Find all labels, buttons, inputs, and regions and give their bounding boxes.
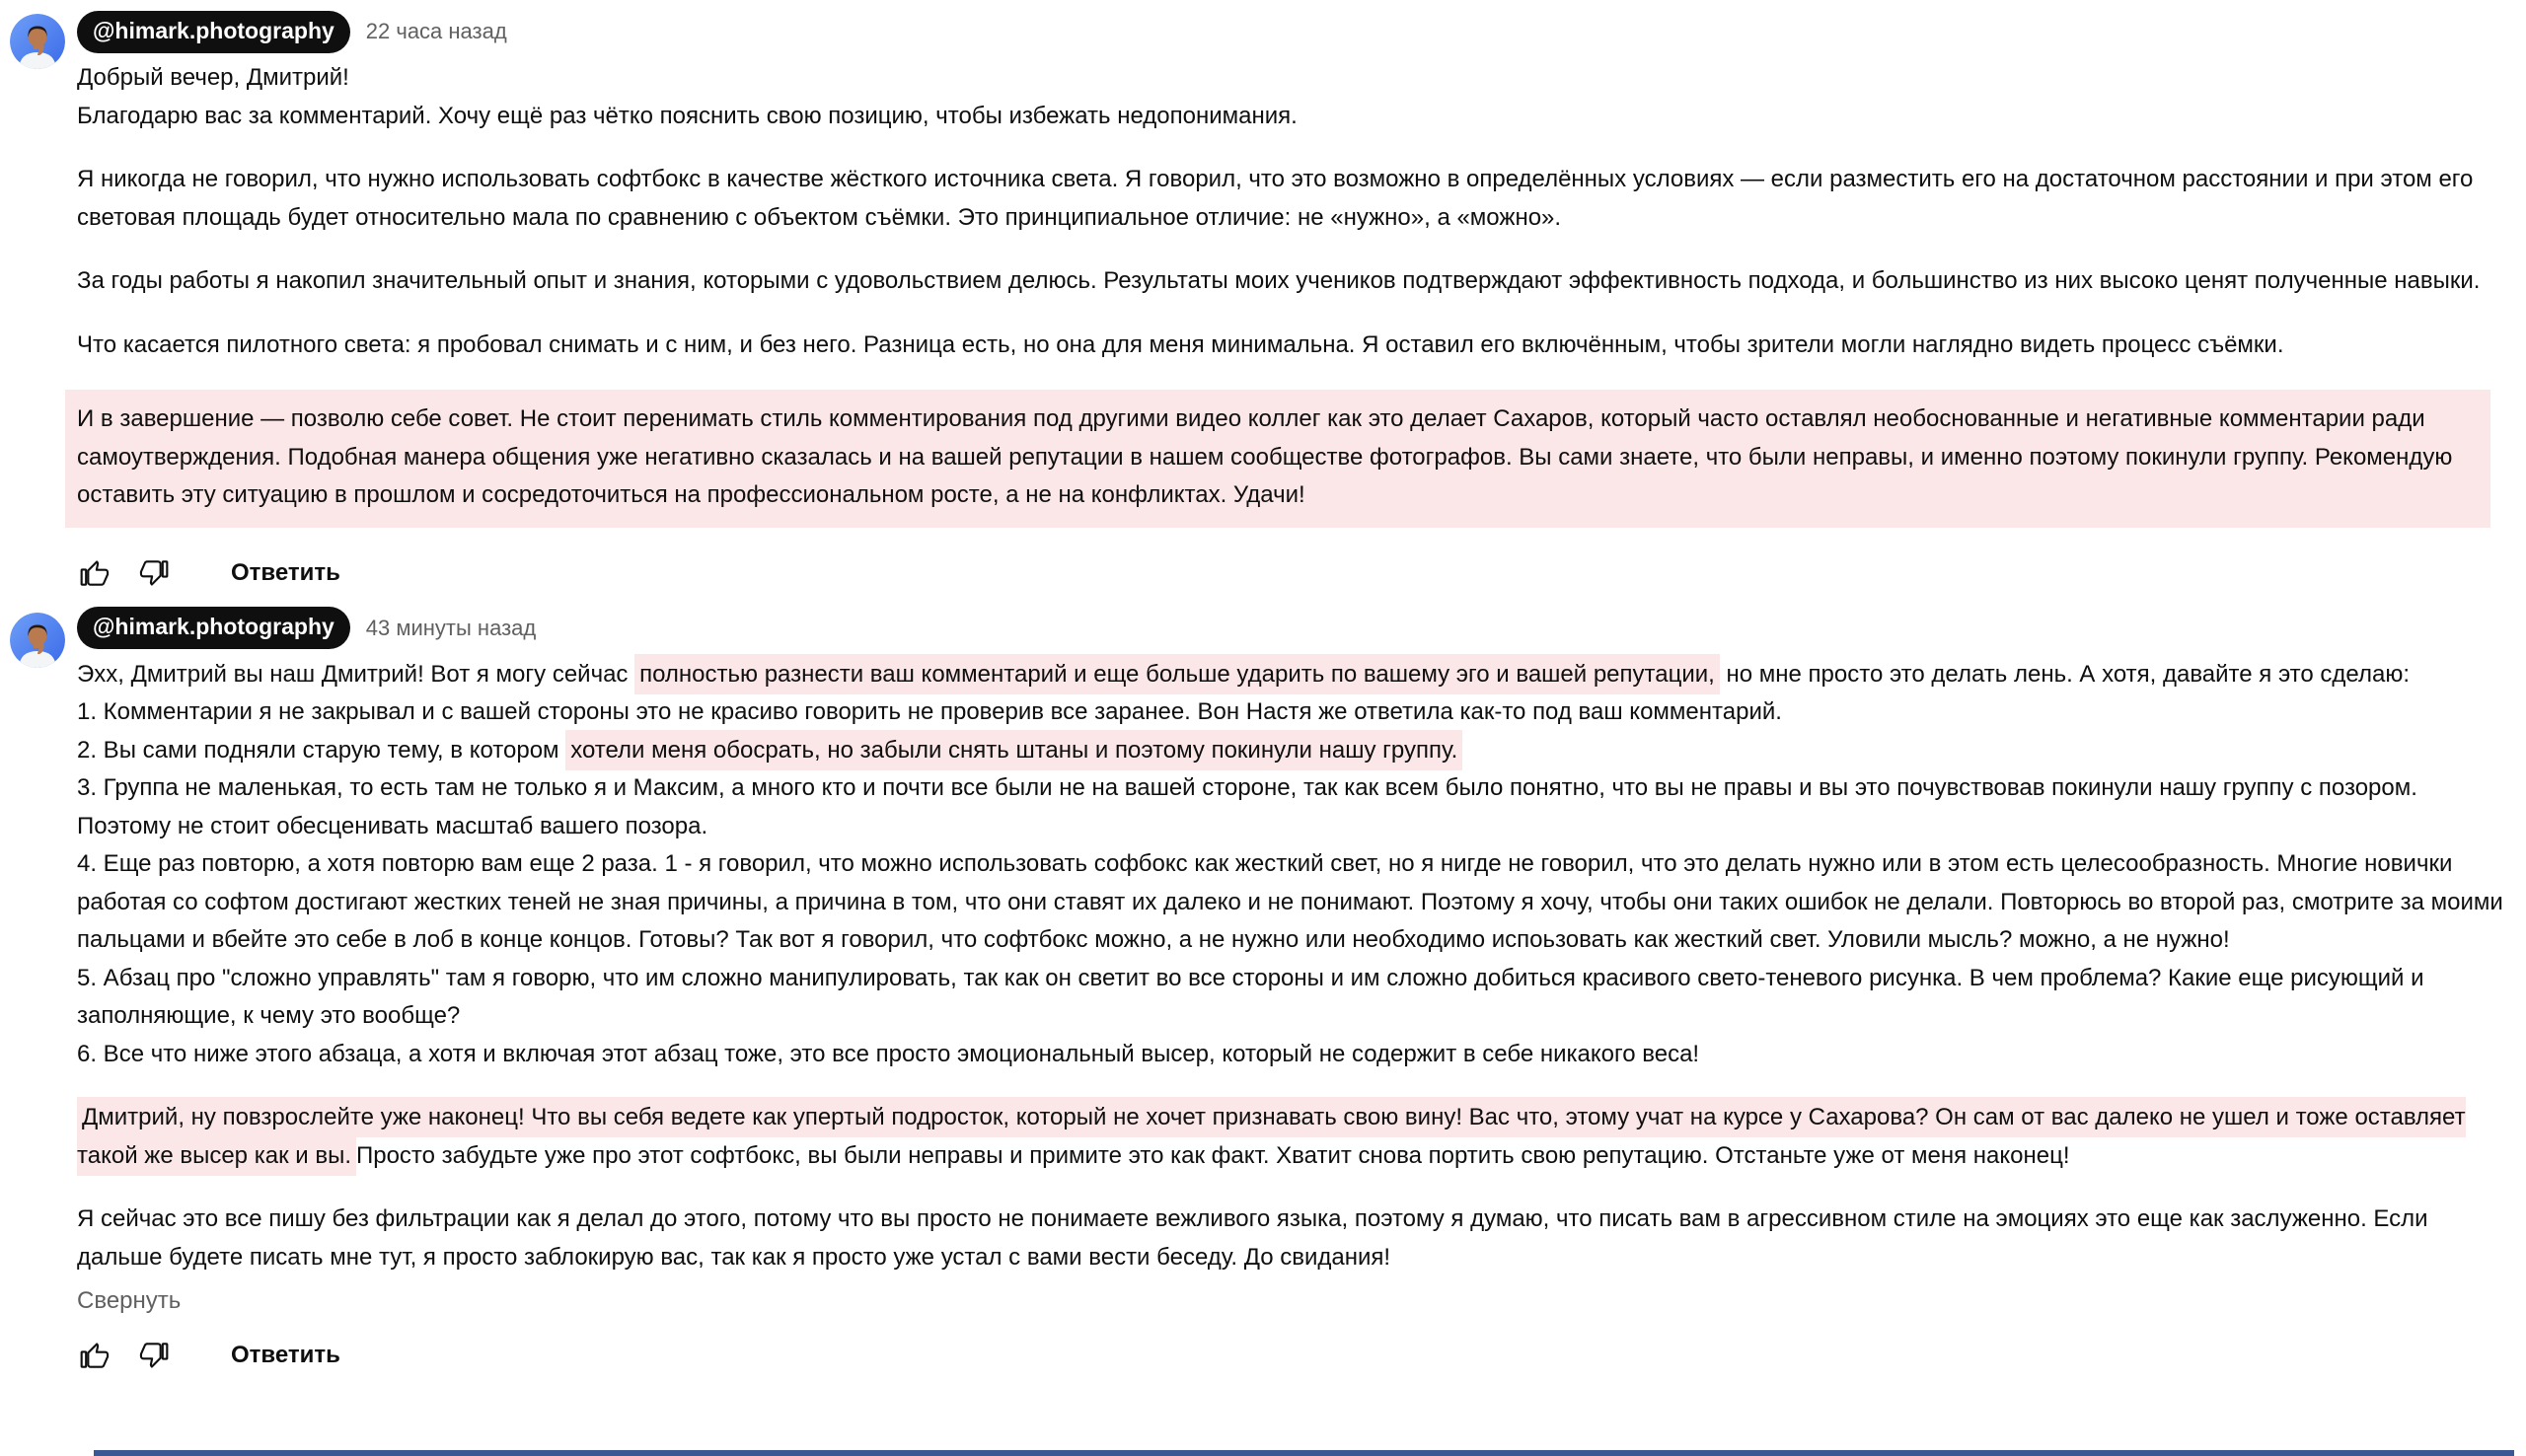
comment-body [77,59,2511,528]
like-button[interactable] [77,555,112,591]
thumb-up-icon [79,557,111,589]
comment-paragraph [77,693,2511,732]
comment-actions [77,1338,2511,1373]
paragraph-text: Я сейчас это все пишу без фильтрации как я делал до этого, потому что вы просто не понимаете вежливого языка, поэтому я думаю, что писать вам в агрессивном стиле на эмоциях это еще как заслуженно. Если дальше будете писать мне тут, я просто заблокирую вас, так как я просто уже устал с вами вести беседу. До свидания! [77,1205,2428,1271]
comment-1 [0,0,2526,591]
highlighted-text: хотели меня обосрать, но забыли снять штаны и поэтому покинули нашу группу. [565,730,1462,770]
comment-paragraph [77,732,2511,770]
author-badge[interactable]: @himark.photography [77,11,350,53]
avatar-image [10,14,65,69]
dislike-button[interactable] [136,1338,172,1373]
highlighted-paragraph [65,390,2490,528]
paragraph-text: И в завершение — позволю себе совет. Не стоит перенимать стиль комментирования под другими видео коллег как это делает Сахаров, который часто оставлял необоснованные и негативные комментарии ради самоутверждения. Подобная манера общения уже негативно сказалась и на вашей репутации в нашем сообществе фотографов. Вы сами знаете, что были неправы, и именно поэтому покинули группу. Рекомендую оставить эту ситуацию в прошлом и сосредоточиться на профессиональном росте, а не на конфликтах. Удачи! [77,405,2453,508]
paragraph-text: но мне просто это делать лень. А хотя, давайте я это сделаю: [1719,660,2410,688]
dislike-button[interactable] [136,555,172,591]
highlighted-text: полностью разнести ваш комментарий и еще больше ударить по вашему эго и вашей репутации, [634,654,1720,694]
comment-2 [0,609,2526,1374]
collapse-button[interactable]: Свернуть [77,1287,182,1314]
avatar-image [10,613,65,668]
comment-header [77,609,2511,648]
paragraph-text: Благодарю вас за комментарий. Хочу ещё раз чётко пояснить свою позицию, чтобы избежать недопонимания. [77,102,1298,129]
paragraph-text: 2. Вы сами подняли старую тему, в котором [77,736,566,764]
reply-button[interactable]: Ответить [215,1338,356,1373]
comment-paragraph [77,59,2511,98]
comment-paragraph [77,769,2511,845]
comment-header [77,12,2511,51]
paragraph-text: Добрый вечер, Дмитрий! [77,64,349,91]
like-button[interactable] [77,1338,112,1373]
paragraph-text: 6. Все что ниже этого абзаца, а хотя и включая этот абзац тоже, это все просто эмоциональный высер, который не содержит в себе никакого веса! [77,1040,1700,1067]
paragraph-text: За годы работы я накопил значительный опыт и знания, которыми с удовольствием делюсь. Результаты моих учеников подтверждают эффективность подхода, и большинство из них высоко ценят полученные навыки. [77,267,2481,294]
paragraph-text: 4. Еще раз повторю, а хотя повторю вам еще 2 раза. 1 - я говорил, что можно использовать софбокс как жесткий свет, но я нигде не говорил, что это делать нужно или в этом есть целесообразность. Многие новички работая со софтом достигают жестких теней не зная причины, а причина в том, что они ставят их далеко и не понимают. Поэтому я хочу, чтобы они таких ошибок не делали. Повторюсь во второй раз, смотрите за моими пальцами и вбейте это себе в лоб в конце концов. Готовы? Так вот я говорил, что софтбокс можно, а не нужно или необходимо испоьзовать как жесткий свет. Уловили мысль? можно, а не нужно! [77,850,2503,953]
thumb-down-icon [138,1340,170,1371]
comment-body [77,656,2511,1277]
comment-paragraph [77,262,2511,301]
paragraph-text: 3. Группа не маленькая, то есть там не только я и Максим, а много кто и почти все были не на вашей стороне, так как всем было понятно, что вы не правы и вы это почувствовав покинули нашу группу с позором. Поэтому не стоит обесценивать масштаб вашего позора. [77,774,2417,839]
comment-paragraph [77,656,2511,694]
comment-actions [77,555,2511,591]
comment-paragraph [77,327,2511,365]
timestamp[interactable]: 22 часа назад [365,19,507,43]
comment-paragraph [77,98,2511,136]
paragraph-text: Просто забудьте уже про этот софтбокс, вы были неправы и примите это как факт. Хватит снова портить свою репутацию. Отстаньте уже от меня наконец! [355,1141,2070,1169]
reply-button[interactable]: Ответить [215,555,356,591]
avatar[interactable] [10,613,65,668]
comment-paragraph [77,845,2511,960]
paragraph-text: 5. Абзац про "сложно управлять" там я говорю, что им сложно манипулировать, так как он светит во все стороны и им сложно добиться красивого свето-теневого рисунка. В чем проблема? Какие еще рисующий и заполняющие, к чему это вообще? [77,964,2424,1029]
timestamp[interactable]: 43 минуты назад [365,615,537,640]
comment-paragraph [77,1201,2511,1276]
paragraph-text: 1. Комментарии я не закрывал и с вашей стороны это не красиво говорить не проверив все заранее. Вон Настя же ответила как-то под ваш комментарий. [77,698,1782,725]
thumb-up-icon [79,1340,111,1371]
avatar[interactable] [10,14,65,69]
bottom-element-top-edge [94,1450,2514,1456]
comment-paragraph [77,960,2511,1036]
comment-paragraph [77,1099,2511,1175]
comment-paragraph [77,161,2511,237]
highlighted-text: Дмитрий, ну повзрослейте уже наконец! Что вы себя ведете как упертый подросток, который не хочет признавать свою вину! Вас что, этому учат на курсе у Сахарова? Он сам от вас далеко не ушел и тоже оставляет такой же высер как и вы. [77,1097,2466,1176]
paragraph-text: Что касается пилотного света: я пробовал снимать и с ним, и без него. Разница есть, но она для меня минимальна. Я оставил его включённым, чтобы зрители могли наглядно видеть процесс съёмки. [77,330,2284,358]
author-badge[interactable]: @himark.photography [77,607,350,649]
paragraph-text: Я никогда не говорил, что нужно использовать софтбокс в качестве жёсткого источника света. Я говорил, что это возможно в определённых условиях — если разместить его на достаточном расстоянии и при этом его световая площадь будет относительно мала по сравнению с объектом съёмки. Это принципиальное отличие: не «нужно», а «можно». [77,166,2474,231]
comment-paragraph [77,1036,2511,1074]
thumb-down-icon [138,557,170,589]
paragraph-text: Эхх, Дмитрий вы наш Дмитрий! Вот я могу сейчас [77,660,635,688]
